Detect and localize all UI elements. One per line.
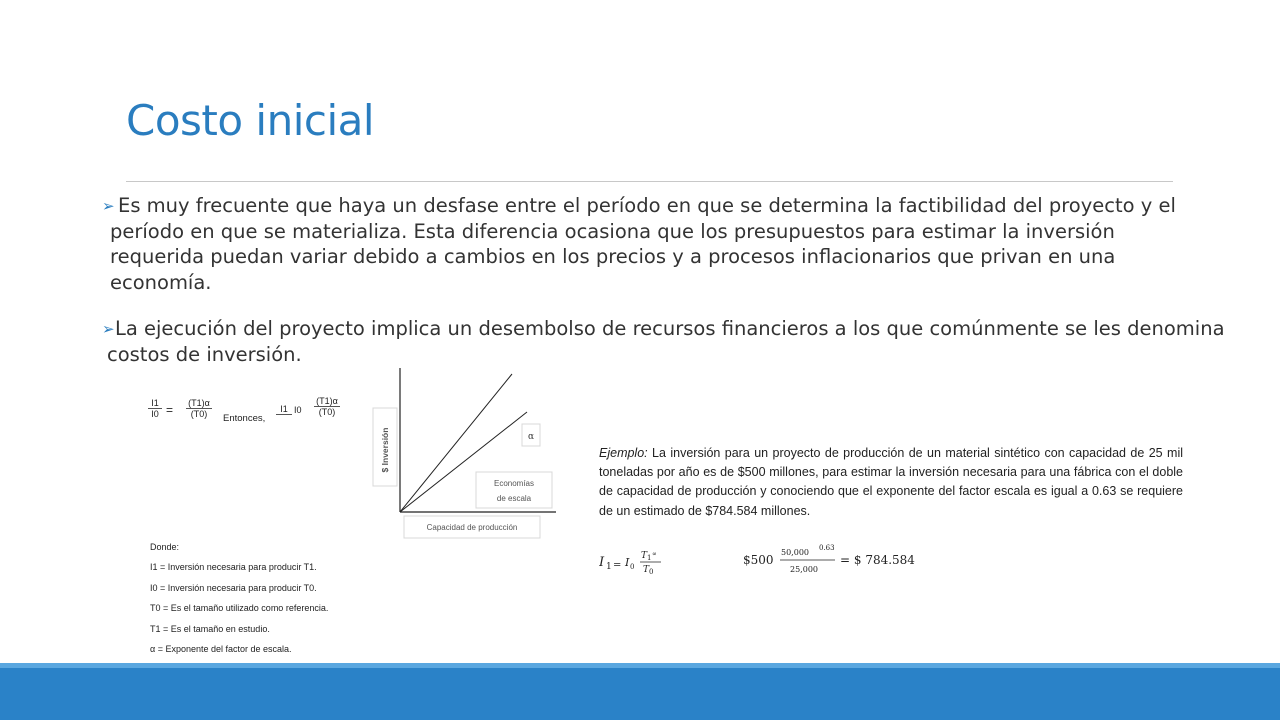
footer-bar-edge [0,663,1280,668]
formula-rhs-den: (T0) [190,409,208,419]
definition-item: T0 = Es el tamaño utilizado como referencia. [150,603,329,613]
definitions-heading: Donde: [150,542,180,552]
eq-right-num: 50,000 [781,548,809,557]
example-formula-right [743,541,943,577]
formula-lhs-num: I1 [148,398,162,409]
bullet-text-1: Es muy frecuente que haya un desfase entre el período en que se determina la factibilidad del proyecto y el período en que se materializa. Esta diferencia ocasiona que los presupuestos para estimar la inversión requerida puedan variar debido a cambios en los precios y a procesos inflacionarios que privan en una economía. [110,194,1176,294]
example-formula-left [599,546,679,578]
formula-equals: = [166,403,174,417]
eq-den-sub: 0 [649,568,654,576]
eq-i1: I [599,555,605,570]
bullet-item-2 [102,316,1227,367]
eq-alpha: ∝ [652,550,657,558]
title-divider [126,181,1173,182]
arrow-bullet-icon: ➢ [102,197,115,215]
formula-lhs-fraction [148,398,162,419]
svg-text:=: = [613,560,622,571]
definition-item: α = Exponente del factor de escala. [150,644,292,654]
formula-rhs2-fraction [314,396,340,417]
formula-lhs2-fraction [276,404,292,415]
eq-i0-sub: 0 [630,563,635,571]
formula-entonces: Entonces, [223,413,266,424]
eq-num: T [641,551,648,561]
definition-item: T1 = Es el tamaño en estudio. [150,624,270,634]
eq-base: $500 [743,553,774,567]
example-text: La inversión para un proyecto de producción de un material sintético con capacidad de 25 mil toneladas por año es de $500 millones, para estimar la inversión necesaria para una fábrica con el doble de capacidad de producción y conociendo que el exponente del factor escala es igual a 0.63 se requiere de un estimado de $784.584 millones. [599,446,1183,518]
formula-lhs2b: I0 [294,405,302,415]
scale-formula [148,392,348,437]
bullet-text-2: La ejecución del proyecto implica un desembolso de recursos financieros a los que comúnmente se les denomina costos de inversión. [107,317,1225,366]
eq-right-den: 25,000 [790,565,818,574]
formula-rhs2-den: (T0) [318,407,336,417]
definition-item: I1 = Inversión necesaria para producir T1. [150,562,317,572]
eq-right-exp: 0.63 [819,544,835,552]
eq-right-result: = $ 784.584 [840,553,915,567]
formula-rhs2-num: (T1)α [314,396,340,407]
caption-line-1: Economías [493,479,535,488]
formula-lhs-den: I0 [151,409,159,419]
example-label: Ejemplo: [599,446,648,460]
definition-item: I0 = Inversión necesaria para producir T0. [150,583,317,593]
footer-bar [0,663,1280,720]
economies-of-scale-diagram [370,364,560,540]
formula-rhs-fraction [186,398,212,419]
eq-i0: I [625,556,630,569]
arrow-bullet-icon: ➢ [102,320,115,338]
eq-den: T [643,565,650,575]
x-axis-label: Capacidad de producción [426,523,518,532]
alpha-label: α [527,432,535,442]
eq-i1-sub: 1 [606,562,612,572]
eq-num-sub: 1 [647,554,652,562]
bullet-item-1 [102,193,1190,295]
example-paragraph [599,444,1183,521]
slide-title: Costo inicial [126,96,375,145]
caption-line-2: de escala [496,494,532,503]
y-axis-label: $ Inversión [380,427,390,473]
formula-lhs2-num: I1 [276,404,292,415]
formula-rhs-num: (T1)α [186,398,212,409]
